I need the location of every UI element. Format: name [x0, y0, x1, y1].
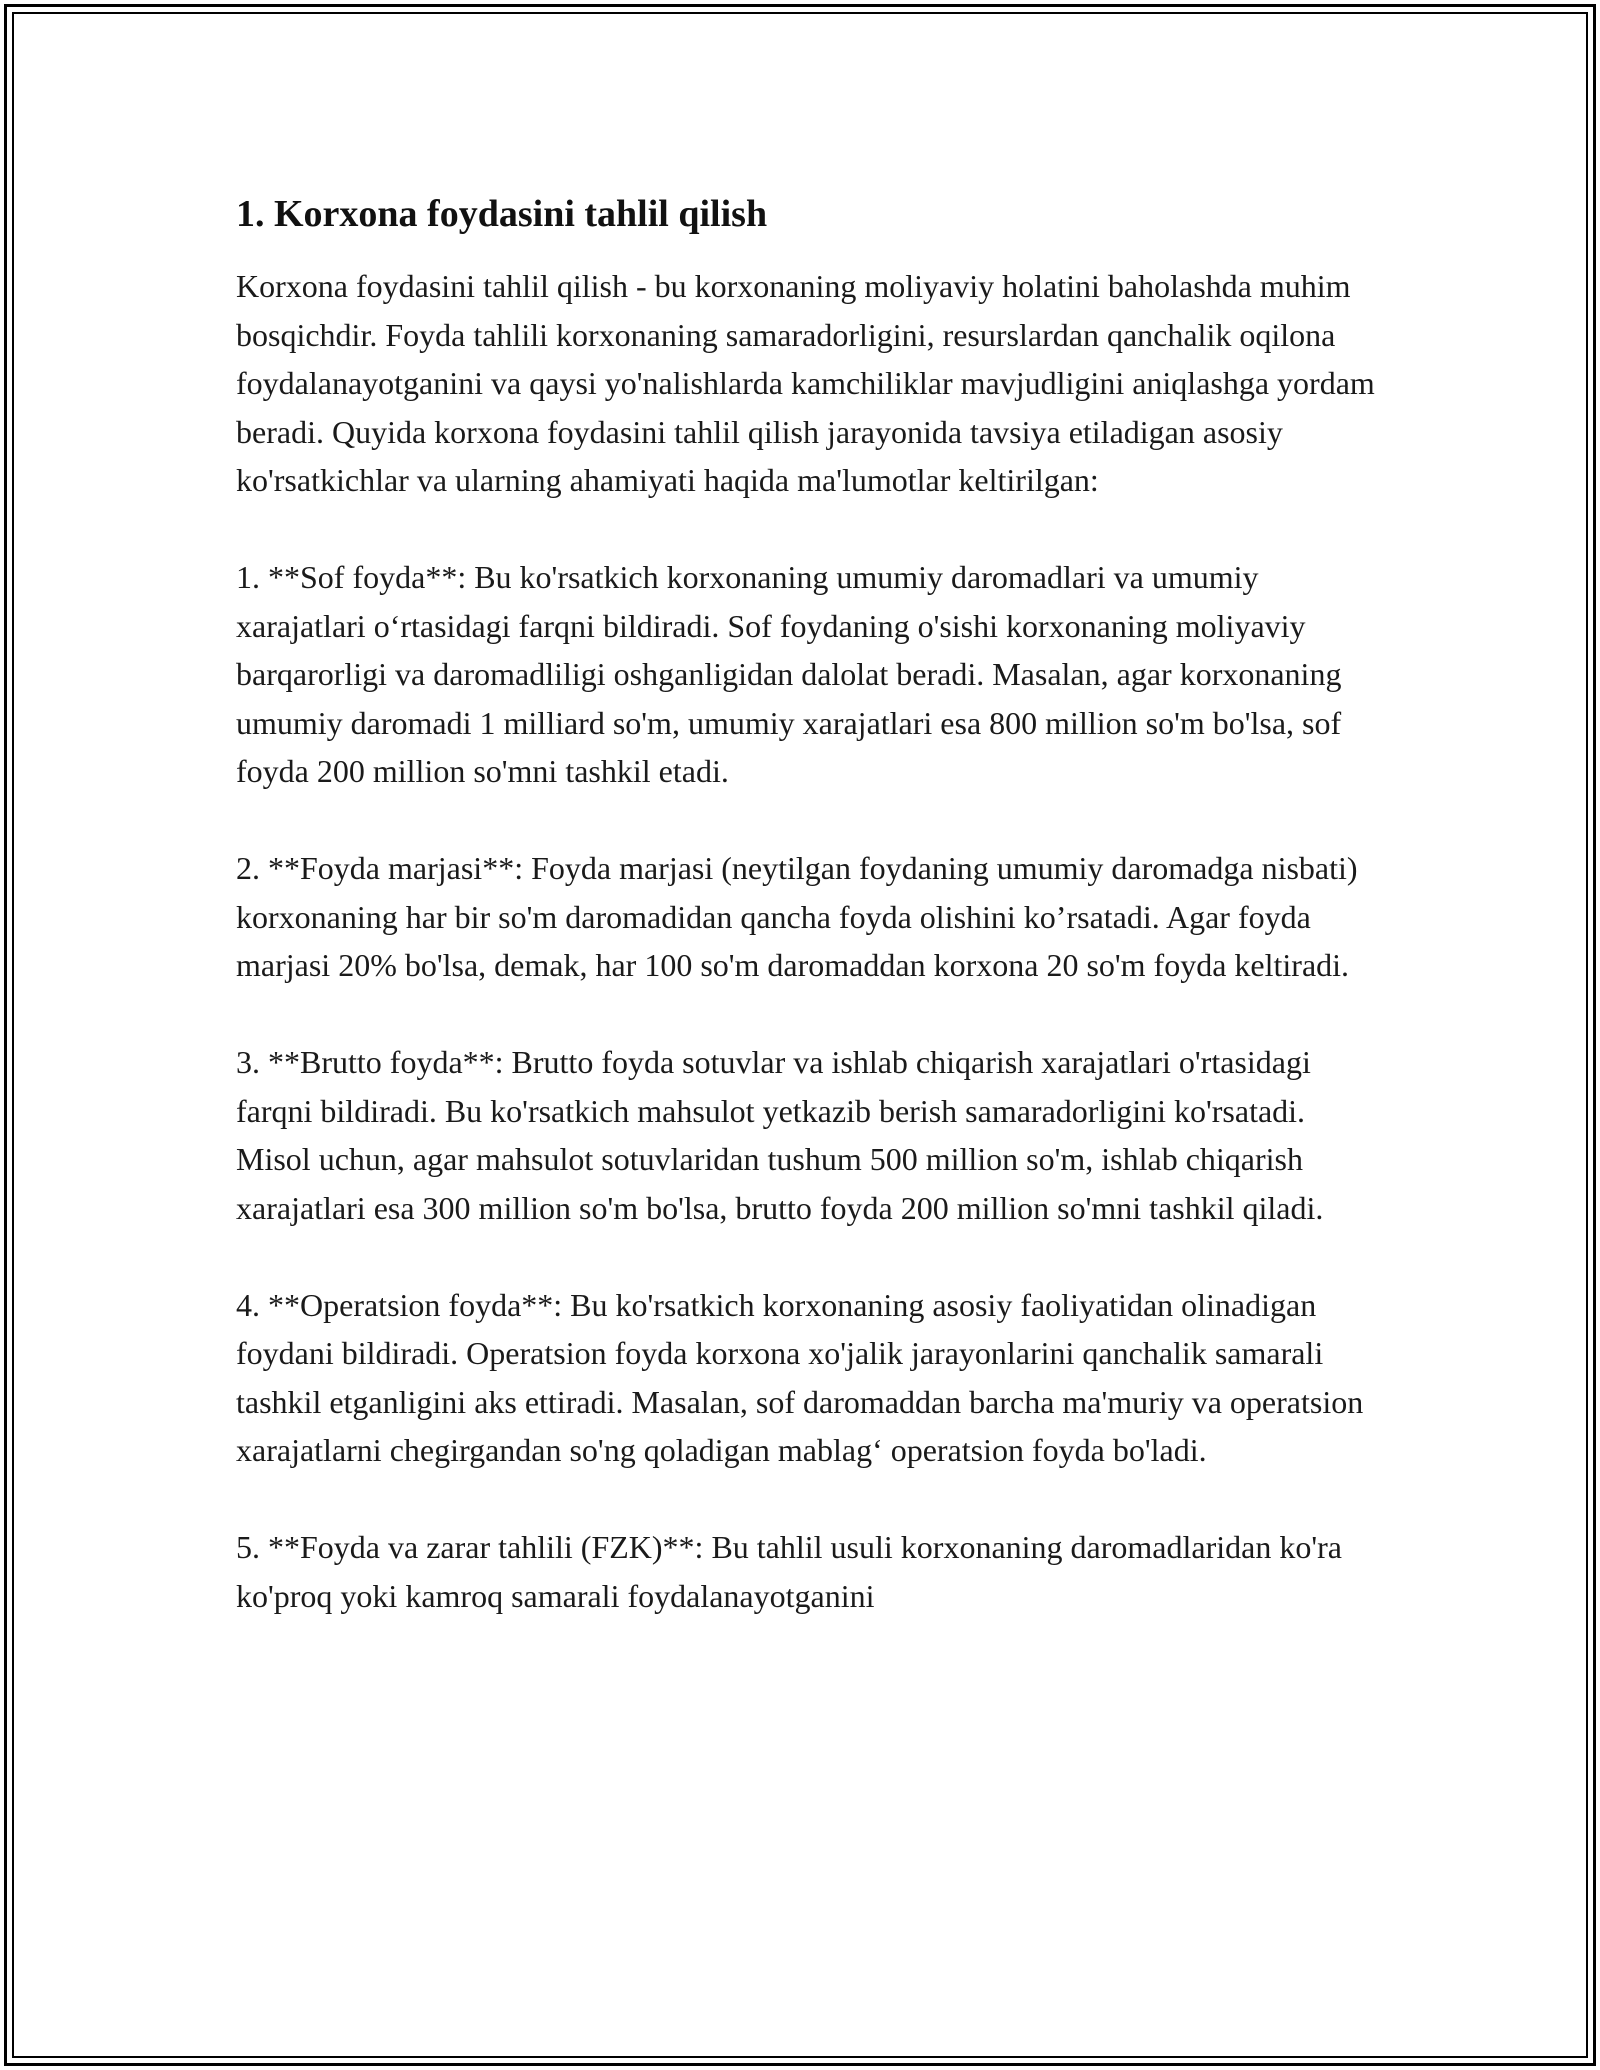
document-body [236, 186, 1376, 1669]
list-item-fzk: 5. **Foyda va zarar tahlili (FZK)**: Bu tahlil usuli korxonaning daromadlaridan ko'ra ko'proq yoki kamroq samarali foydalanayotganini [236, 1529, 1342, 1614]
list-item-brutto-foyda: 3. **Brutto foyda**: Brutto foyda sotuvlar va ishlab chiqarish xarajatlari o'rtasidagi farqni bildiradi. Bu ko'rsatkich mahsulot yetkazib berish samaradorligini ko'rsatadi. Misol uchun, agar mahsulot sotuvlaridan tushum 500 million so'm, ishlab chiqarish xarajatlari esa 300 million so'm bo'lsa, brutto foyda 200 million so'mni tashkil qiladi. [236, 1044, 1324, 1226]
list-item-sof-foyda: 1. **Sof foyda**: Bu ko'rsatkich korxonaning umumiy daromadlari va umumiy xarajatlari o‘rtasidagi farqni bildiradi. Sof foydaning o'sishi korxonaning moliyaviy barqarorligi va daromadliligi oshganligidan dalolat beradi. Masalan, agar korxonaning umumiy daromadi 1 milliard so'm, umumiy xarajatlari esa 800 million so'm bo'lsa, sof foyda 200 million so'mni tashkil etadi. [236, 559, 1342, 789]
list-item-foyda-marjasi: 2. **Foyda marjasi**: Foyda marjasi (neytilgan foydaning umumiy daromadga nisbati) korxonaning har bir so'm daromadidan qancha foyda olishini ko’rsatadi. Agar foyda marjasi 20% bo'lsa, demak, har 100 so'm daromaddan korxona 20 so'm foyda keltiradi. [236, 850, 1358, 983]
list-item-operatsion-foyda: 4. **Operatsion foyda**: Bu ko'rsatkich korxonaning asosiy faoliyatidan olinadigan foydani bildiradi. Operatsion foyda korxona xo'jalik jarayonlarini qanchalik samarali tashkil etganligini aks ettiradi. Masalan, sof daromaddan barcha ma'muriy va operatsion xarajatlarni chegirgandan so'ng qoladigan mablag‘ operatsion foyda bo'ladi. [236, 1286, 1364, 1468]
intro-paragraph: Korxona foydasini tahlil qilish - bu korxonaning moliyaviy holatini baholashda muhim bosqichdir. Foyda tahlili korxonaning samaradorligini, resurslardan qanchalik oqilona foydalanayotganini va qaysi yo'nalishlarda kamchiliklar mavjudligini aniqlashga yordam beradi. Quyida korxona foydasini tahlil qilish jarayonida tavsiya etiladigan asosiy ko'rsatkichlar va ularning ahamiyati haqida ma'lumotlar keltirilgan: [236, 268, 1375, 498]
document-heading: 1. Korxona foydasini tahlil qilish [236, 193, 768, 235]
